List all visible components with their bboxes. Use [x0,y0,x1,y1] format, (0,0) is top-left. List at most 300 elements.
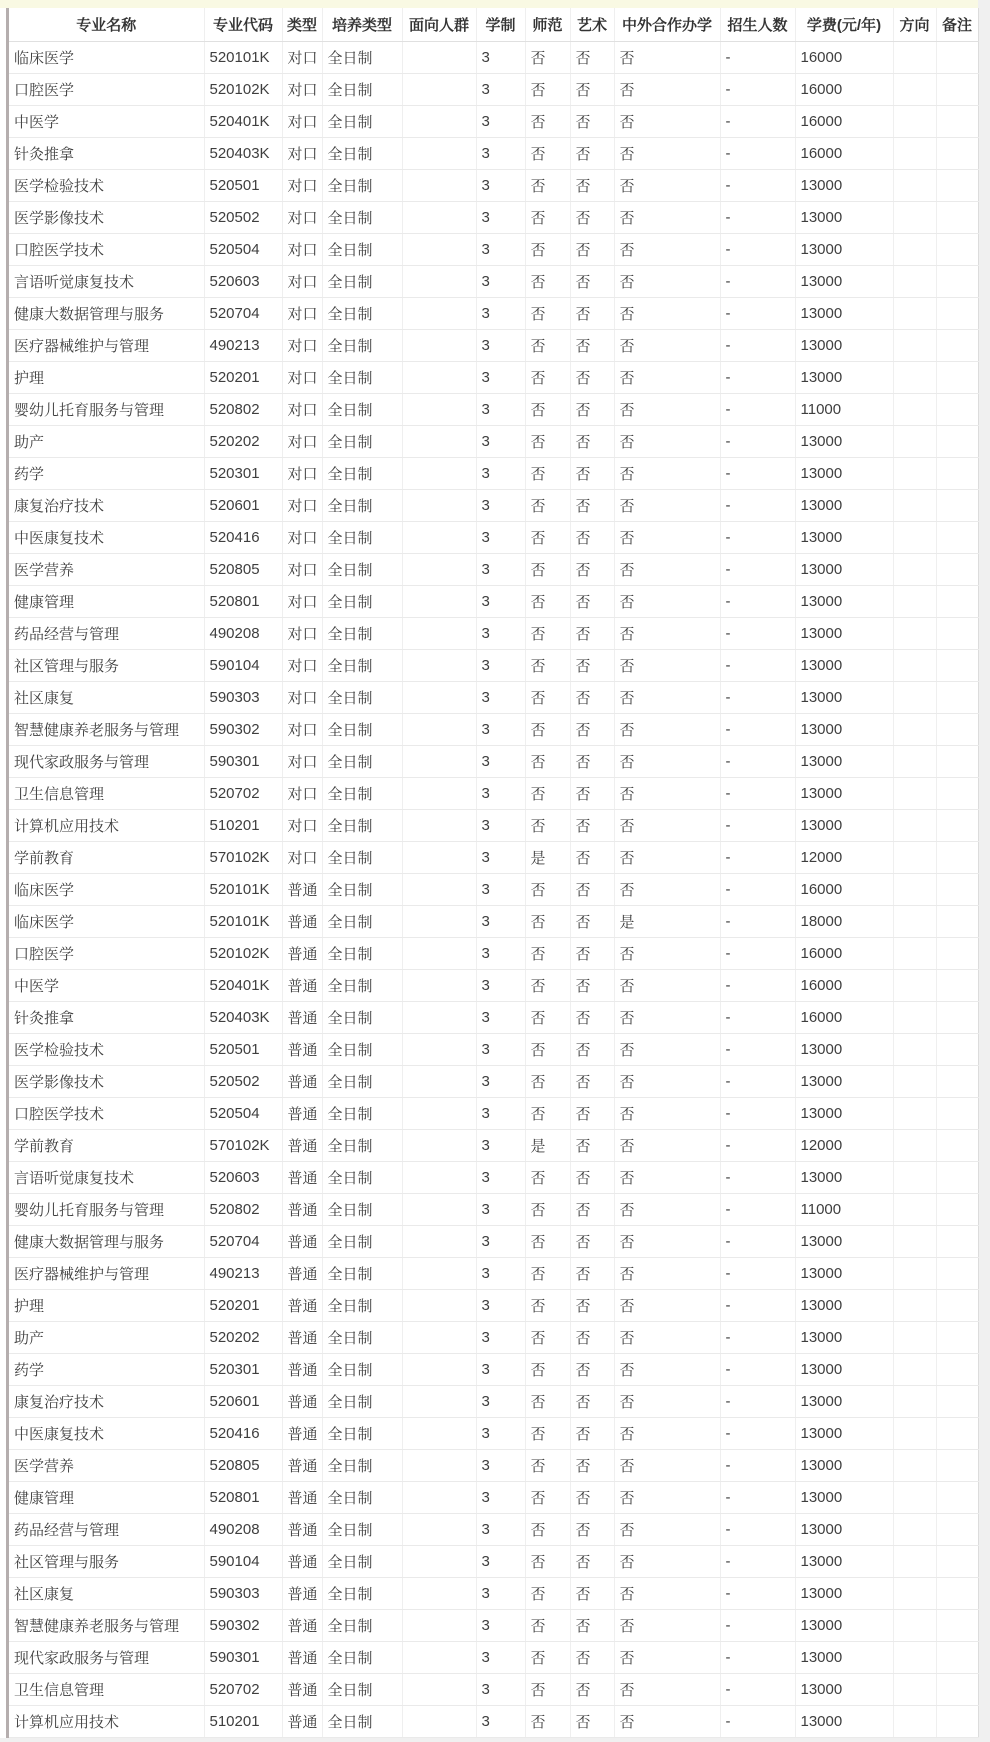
table-cell: 否 [570,42,614,74]
table-cell [936,586,978,618]
table-cell: 否 [525,906,570,938]
table-cell: 全日制 [322,1130,402,1162]
table-cell: 对口 [282,74,322,106]
table-cell: - [720,234,795,266]
table-cell: 全日制 [322,266,402,298]
table-cell: 490213 [204,330,282,362]
table-cell: 普通 [282,970,322,1002]
table-cell: 11000 [795,394,893,426]
table-cell [936,1194,978,1226]
table-cell: 普通 [282,1066,322,1098]
table-cell [936,842,978,874]
table-cell: 否 [614,170,720,202]
table-cell: 3 [476,906,525,938]
table-cell [893,970,936,1002]
table-cell: 否 [525,1578,570,1610]
table-cell: 否 [525,970,570,1002]
table-cell: 否 [570,1706,614,1738]
table-cell: 全日制 [322,1674,402,1706]
table-cell: 卫生信息管理 [9,778,204,810]
table-cell: 13000 [795,1098,893,1130]
table-cell [402,394,476,426]
column-header-2: 专业代码 [204,8,282,42]
table-cell: 对口 [282,458,322,490]
table-cell: 否 [570,1674,614,1706]
table-cell: 否 [525,1642,570,1674]
table-cell [402,1610,476,1642]
table-cell: 否 [570,874,614,906]
table-cell: 中医学 [9,106,204,138]
table-cell: 否 [525,1546,570,1578]
table-cell [402,1386,476,1418]
table-cell: 医学影像技术 [9,202,204,234]
table-cell: 否 [525,170,570,202]
table-cell: - [720,1162,795,1194]
table-cell [893,490,936,522]
table-cell: 否 [525,1162,570,1194]
table-cell [893,1354,936,1386]
table-row [9,138,978,170]
table-cell: 否 [570,74,614,106]
table-cell: 3 [476,426,525,458]
column-header-1: 专业名称 [9,8,204,42]
table-cell: 3 [476,1546,525,1578]
table-cell: 普通 [282,1578,322,1610]
table-cell: 520702 [204,1674,282,1706]
table-cell: 对口 [282,42,322,74]
table-cell: 否 [570,330,614,362]
table-cell: 言语听觉康复技术 [9,266,204,298]
table-cell: 3 [476,1674,525,1706]
majors-table [9,8,979,1738]
table-cell: 对口 [282,810,322,842]
table-cell: 3 [476,458,525,490]
table-cell: 16000 [795,74,893,106]
table-cell: 13000 [795,1162,893,1194]
table-cell: - [720,586,795,618]
table-cell [936,938,978,970]
table-cell: 全日制 [322,746,402,778]
table-cell [402,234,476,266]
table-cell: 对口 [282,490,322,522]
table-cell: 否 [614,842,720,874]
table-cell [402,490,476,522]
table-cell: 全日制 [322,1098,402,1130]
table-row [9,1258,978,1290]
table-cell: 否 [570,490,614,522]
table-cell [936,266,978,298]
table-cell: - [720,426,795,458]
table-cell: 否 [570,394,614,426]
table-row [9,1578,978,1610]
table-cell: 否 [525,266,570,298]
table-cell: 普通 [282,906,322,938]
table-cell: 520102K [204,938,282,970]
table-cell: - [720,938,795,970]
table-cell: 普通 [282,1098,322,1130]
table-cell: 对口 [282,778,322,810]
table-cell: 普通 [282,1226,322,1258]
table-cell: 否 [614,650,720,682]
table-cell: 520102K [204,74,282,106]
table-cell: 助产 [9,426,204,458]
table-cell: 否 [614,810,720,842]
table-cell: 对口 [282,522,322,554]
table-cell: 570102K [204,1130,282,1162]
table-cell [893,1482,936,1514]
table-cell: 健康管理 [9,586,204,618]
table-cell: 3 [476,1642,525,1674]
table-cell: 针灸推拿 [9,1002,204,1034]
table-cell: 普通 [282,1258,322,1290]
table-cell: 否 [614,1194,720,1226]
table-cell: 13000 [795,1354,893,1386]
table-cell [402,522,476,554]
table-cell: 13000 [795,1450,893,1482]
table-cell: 否 [614,202,720,234]
table-cell: - [720,1546,795,1578]
table-cell [936,394,978,426]
table-cell: 普通 [282,874,322,906]
table-cell: - [720,202,795,234]
table-cell: 13000 [795,170,893,202]
table-cell: 否 [614,618,720,650]
column-header-8: 艺术 [570,8,614,42]
table-cell: - [720,970,795,1002]
table-cell: 婴幼儿托育服务与管理 [9,1194,204,1226]
table-cell [402,1418,476,1450]
table-cell [402,170,476,202]
table-cell [402,618,476,650]
table-cell: 520101K [204,42,282,74]
table-cell [893,394,936,426]
table-cell: 全日制 [322,1354,402,1386]
table-cell: 否 [525,1322,570,1354]
table-cell [936,138,978,170]
table-cell: 3 [476,842,525,874]
table-cell: 3 [476,586,525,618]
table-cell [893,1194,936,1226]
table-cell: - [720,1034,795,1066]
table-cell: 否 [614,106,720,138]
table-cell: 对口 [282,234,322,266]
table-row [9,1674,978,1706]
table-cell: 否 [570,746,614,778]
table-cell: 对口 [282,746,322,778]
table-cell: 全日制 [322,618,402,650]
table-cell [402,362,476,394]
table-cell: 13000 [795,1706,893,1738]
table-cell: 全日制 [322,586,402,618]
table-cell: 普通 [282,1418,322,1450]
table-cell: 3 [476,42,525,74]
table-row [9,394,978,426]
table-cell: 否 [614,426,720,458]
table-cell: 510201 [204,810,282,842]
table-cell: 520805 [204,554,282,586]
table-cell: 3 [476,74,525,106]
table-cell: 对口 [282,682,322,714]
table-cell: 针灸推拿 [9,138,204,170]
table-cell [402,1130,476,1162]
table-cell: - [720,1098,795,1130]
table-row [9,1130,978,1162]
table-cell [893,906,936,938]
table-cell: - [720,106,795,138]
table-cell: - [720,490,795,522]
table-cell: 否 [570,554,614,586]
table-cell: 否 [570,1482,614,1514]
table-cell: 否 [614,330,720,362]
table-cell [936,202,978,234]
table-cell: 520801 [204,586,282,618]
table-cell: 3 [476,330,525,362]
table-cell: 全日制 [322,1578,402,1610]
table-cell: 医学检验技术 [9,170,204,202]
table-row [9,1450,978,1482]
table-row [9,202,978,234]
table-cell: 3 [476,1130,525,1162]
table-cell: 对口 [282,362,322,394]
table-cell [936,970,978,1002]
table-cell: 590302 [204,714,282,746]
table-cell [893,1546,936,1578]
table-cell: - [720,1706,795,1738]
table-cell: 否 [614,1642,720,1674]
table-cell: 13000 [795,1290,893,1322]
table-cell: 否 [570,1322,614,1354]
table-cell [402,74,476,106]
table-cell [402,1002,476,1034]
table-cell: 13000 [795,746,893,778]
table-cell: 否 [570,618,614,650]
table-row [9,1290,978,1322]
table-cell: 520201 [204,362,282,394]
table-cell: 13000 [795,1322,893,1354]
table-cell [893,42,936,74]
table-cell: 智慧健康养老服务与管理 [9,714,204,746]
table-cell [893,1226,936,1258]
table-cell: 3 [476,970,525,1002]
table-cell: 健康大数据管理与服务 [9,298,204,330]
table-row [9,842,978,874]
table-cell [893,682,936,714]
column-header-13: 备注 [936,8,978,42]
table-cell: 全日制 [322,682,402,714]
table-cell: 13000 [795,1258,893,1290]
table-cell: 520301 [204,458,282,490]
table-row [9,1514,978,1546]
table-cell: - [720,650,795,682]
table-cell: 全日制 [322,1386,402,1418]
table-cell: 16000 [795,1002,893,1034]
table-cell: 520502 [204,1066,282,1098]
table-cell: 否 [525,778,570,810]
table-row [9,1034,978,1066]
table-cell: 590303 [204,1578,282,1610]
table-cell: 3 [476,618,525,650]
table-cell: 否 [525,1290,570,1322]
table-cell: 普通 [282,1514,322,1546]
table-cell [893,106,936,138]
table-cell: 普通 [282,1674,322,1706]
table-cell [893,1130,936,1162]
table-cell: 否 [614,1002,720,1034]
table-cell: 全日制 [322,1610,402,1642]
table-cell: 否 [614,1066,720,1098]
table-cell: 否 [525,426,570,458]
table-cell: - [720,810,795,842]
table-cell: 否 [525,1194,570,1226]
table-cell: 否 [525,682,570,714]
table-cell: 13000 [795,1482,893,1514]
column-header-10: 招生人数 [720,8,795,42]
table-cell [402,714,476,746]
table-cell: 3 [476,522,525,554]
table-cell: 3 [476,746,525,778]
table-cell [402,938,476,970]
table-cell: 490208 [204,618,282,650]
table-cell: 16000 [795,138,893,170]
table-cell: 否 [570,970,614,1002]
table-cell: 否 [570,938,614,970]
table-cell [893,522,936,554]
table-cell: - [720,618,795,650]
table-cell: 否 [570,906,614,938]
table-cell [893,586,936,618]
table-cell: 否 [525,490,570,522]
table-cell: 否 [525,1450,570,1482]
column-header-12: 方向 [893,8,936,42]
table-cell: 否 [525,522,570,554]
table-row [9,426,978,458]
table-cell: 否 [570,1194,614,1226]
table-row [9,1610,978,1642]
table-cell: 520401K [204,970,282,1002]
table-row [9,1546,978,1578]
table-cell: 3 [476,650,525,682]
table-cell: 全日制 [322,1642,402,1674]
table-cell: 否 [614,1450,720,1482]
table-cell [936,1322,978,1354]
table-cell: 否 [525,202,570,234]
table-cell: 13000 [795,1546,893,1578]
table-cell: - [720,1610,795,1642]
column-header-6: 学制 [476,8,525,42]
table-cell: 否 [614,458,720,490]
table-cell: 健康管理 [9,1482,204,1514]
table-row [9,1322,978,1354]
table-cell [893,1386,936,1418]
table-cell [936,714,978,746]
table-cell: 否 [570,234,614,266]
table-cell [402,778,476,810]
table-cell: 否 [525,106,570,138]
table-cell [402,1354,476,1386]
table-cell: 13000 [795,1066,893,1098]
table-cell [402,1162,476,1194]
table-cell [936,330,978,362]
table-cell: - [720,330,795,362]
table-cell: - [720,522,795,554]
table-cell: 全日制 [322,842,402,874]
table-cell [893,938,936,970]
table-cell: 全日制 [322,458,402,490]
table-cell: 590301 [204,1642,282,1674]
table-cell: 否 [570,1386,614,1418]
table-cell: 590302 [204,1610,282,1642]
table-row [9,1066,978,1098]
table-cell: 否 [614,138,720,170]
table-cell: 全日制 [322,1418,402,1450]
table-cell: - [720,1002,795,1034]
table-cell: 否 [525,330,570,362]
table-cell: 全日制 [322,970,402,1002]
table-cell: 药学 [9,1354,204,1386]
table-cell: 中医康复技术 [9,522,204,554]
table-cell: 3 [476,202,525,234]
table-cell: 否 [570,1610,614,1642]
table-row [9,650,978,682]
table-cell [402,1098,476,1130]
table-cell: 否 [525,1674,570,1706]
table-cell: 否 [570,362,614,394]
table-cell: 520403K [204,1002,282,1034]
table-cell: 否 [614,1130,720,1162]
table-cell [893,458,936,490]
table-cell: 否 [525,938,570,970]
column-header-3: 类型 [282,8,322,42]
table-cell: 18000 [795,906,893,938]
table-cell: 520802 [204,394,282,426]
table-cell: 否 [525,1482,570,1514]
table-cell: 13000 [795,362,893,394]
table-row [9,266,978,298]
table-cell: 普通 [282,1706,322,1738]
table-cell [893,1034,936,1066]
table-cell [402,1290,476,1322]
table-cell [936,1258,978,1290]
table-cell: - [720,1354,795,1386]
table-cell: 对口 [282,650,322,682]
table-cell [893,234,936,266]
table-cell: 3 [476,298,525,330]
table-cell: 13000 [795,586,893,618]
table-cell: 否 [525,554,570,586]
table-cell: 否 [570,810,614,842]
table-cell: 社区管理与服务 [9,1546,204,1578]
table-cell: 520603 [204,1162,282,1194]
table-cell [893,1322,936,1354]
table-cell [402,106,476,138]
table-cell: 否 [570,714,614,746]
table-cell [936,1514,978,1546]
table-cell [402,906,476,938]
table-cell: 药品经营与管理 [9,618,204,650]
table-cell: 13000 [795,810,893,842]
table-cell [893,778,936,810]
table-cell: 520101K [204,874,282,906]
table-cell [893,362,936,394]
table-cell: 否 [570,1226,614,1258]
table-cell: 13000 [795,1034,893,1066]
table-cell [936,618,978,650]
table-cell: 520101K [204,906,282,938]
table-cell: 否 [525,618,570,650]
table-cell: 全日制 [322,106,402,138]
table-cell: 普通 [282,1546,322,1578]
table-cell: 13000 [795,1226,893,1258]
